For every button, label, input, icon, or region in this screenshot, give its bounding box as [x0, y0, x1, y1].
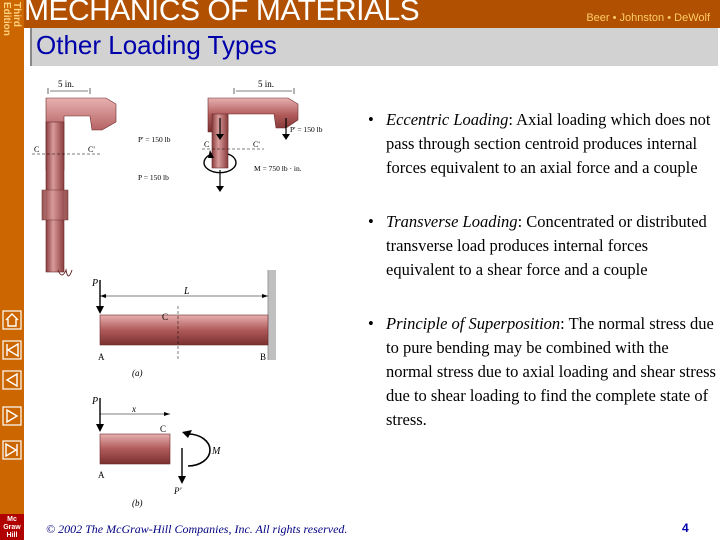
bullet-superposition	[366, 312, 718, 432]
edition-label	[0, 0, 24, 48]
clamp-left-c: C	[34, 145, 40, 154]
clamp-right	[138, 79, 323, 192]
clamp-right-moment: M = 750 lb · in.	[254, 164, 302, 173]
bullet-term: Principle of Superposition	[386, 314, 561, 333]
clamp-right-c2: C'	[253, 140, 260, 149]
beam-a-l: L	[184, 286, 190, 297]
authors: Beer • Johnston • DeWolf	[586, 12, 710, 24]
beam-b-v: P'	[174, 486, 182, 496]
home-icon[interactable]	[2, 310, 22, 330]
beam-b-caption: (b)	[132, 498, 143, 508]
bullet-symbol: •	[368, 314, 374, 333]
bullet-text: : Concentrated or distributed transverse load produces internal forces equivalent to a shear force and a couple	[386, 212, 707, 279]
first-icon[interactable]	[2, 340, 22, 360]
prev-icon[interactable]	[2, 370, 22, 390]
edition-line-1: Third	[11, 2, 22, 27]
clamp-right-load-top: P' = 150 lb	[290, 125, 323, 134]
slide-title: Other Loading Types	[36, 30, 277, 60]
beam-a-a: A	[98, 352, 105, 362]
title-bar	[30, 28, 718, 66]
page-number: 4	[682, 521, 689, 535]
beam-a-p: P	[92, 278, 99, 289]
beam-b-p: P	[92, 396, 99, 407]
bullet-term: Transverse Loading	[386, 212, 518, 231]
clamp-right-dim: 5 in.	[258, 79, 275, 89]
bullet-symbol: •	[368, 110, 374, 129]
figures	[28, 70, 368, 520]
clamp-right-c: C	[204, 140, 210, 149]
beam-b-c: C	[160, 424, 167, 434]
clamp-left	[32, 79, 116, 276]
course-title: MECHANICS OF MATERIALS	[24, 0, 420, 27]
beam-a-c: C	[162, 312, 169, 322]
bullet-term: Eccentric Loading	[386, 110, 509, 129]
mcgraw-hill-logo: Mc Graw Hill	[0, 514, 24, 540]
bullet-text: : The normal stress due to pure bending may be combined with the normal stress due to axial loading and shear stress due to shear loading to find the complete state of stress.	[386, 314, 716, 429]
last-icon[interactable]	[2, 440, 22, 460]
sidebar	[0, 0, 24, 540]
next-icon[interactable]	[2, 406, 22, 426]
clamp-right-load-mid: P' = 150 lb	[138, 135, 171, 144]
beam-b-x: x	[132, 404, 136, 414]
clamp-left-c2: C'	[88, 145, 95, 154]
clamp-left-dim: 5 in.	[58, 79, 75, 89]
bullet-symbol: •	[368, 212, 374, 231]
edition-line-2: Edition	[1, 2, 12, 36]
bullet-eccentric-loading	[366, 108, 718, 180]
clamp-right-load-bottom: P = 150 lb	[138, 173, 169, 182]
copyright: © 2002 The McGraw-Hill Companies, Inc. All rights reserved.	[46, 522, 348, 536]
beam-a-caption: (a)	[132, 368, 143, 378]
beam-b-a: A	[98, 470, 105, 480]
beam-b-m: M	[212, 446, 221, 457]
beam-b	[91, 396, 221, 508]
bullet-transverse-loading	[366, 210, 718, 282]
beam-a	[91, 270, 276, 378]
beam-a-b: B	[260, 352, 267, 362]
bullet-list	[366, 108, 718, 462]
bullet-text: : Axial loading which does not pass through section centroid produces internal forces equivalent to an axial force and a couple	[386, 110, 711, 177]
